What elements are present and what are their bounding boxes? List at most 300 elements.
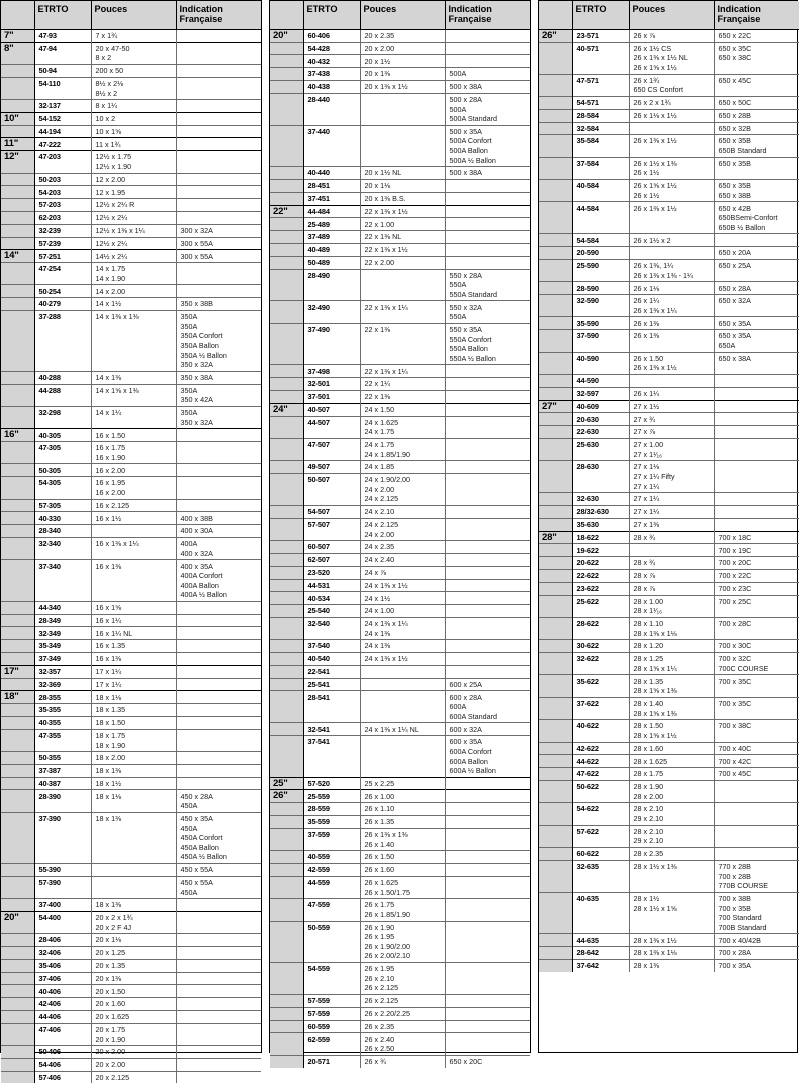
indication-francaise-values	[445, 899, 530, 921]
wheel-size-continuation	[1, 186, 34, 199]
pouces-values	[629, 569, 714, 582]
pouces-line: 22 x 1⅜ x 1½	[364, 206, 408, 216]
indication-empty	[450, 792, 529, 802]
etrto-code: 35-584	[572, 135, 629, 157]
indication-line: 700B Standard	[718, 922, 767, 932]
indication-francaise-values	[176, 42, 261, 64]
indication-francaise-values	[445, 231, 530, 244]
pouces-values	[360, 93, 445, 125]
indication-francaise-values	[176, 64, 261, 77]
pouces-line: 22 x 1⅜	[364, 325, 391, 335]
indication-line: 500A	[449, 104, 467, 114]
indication-francaise-values	[445, 180, 530, 193]
pouces-line: 26 x 1⅜ x 1½	[633, 136, 677, 146]
indication-line: 350A Ballon	[180, 341, 219, 350]
indication-francaise-values	[176, 298, 261, 311]
indication-francaise-values	[714, 780, 799, 802]
etrto-code: 54-584	[572, 234, 629, 247]
etrto-code: 47-254	[34, 263, 91, 285]
indication-francaise-values	[714, 202, 799, 234]
pouces-line: 26 x 1.50/1.75	[364, 887, 411, 897]
indication-line: 450A	[180, 801, 198, 811]
pouces-line: 26 x ⅞	[633, 31, 656, 40]
indication-francaise-values	[176, 199, 261, 212]
pouces-values	[91, 64, 176, 77]
indication-line: 700 x 22C	[718, 571, 752, 581]
etrto-code: 50-355	[34, 752, 91, 765]
table-row	[1, 211, 261, 224]
pouces-line: 26 x 1⅜	[633, 331, 660, 341]
etrto-code: 25-540	[303, 605, 360, 618]
pouces-values	[91, 429, 176, 442]
table-row	[1, 42, 261, 64]
indication-francaise-values	[714, 109, 799, 122]
wheel-size-continuation	[539, 506, 572, 519]
pouces-line: 22 x 1.00	[364, 219, 395, 229]
wheel-size-continuation	[270, 256, 303, 269]
pouces-values	[91, 138, 176, 151]
pouces-line: 10 x 1⅝	[95, 126, 122, 136]
wheel-size-continuation	[1, 263, 34, 285]
etrto-code: 40-288	[34, 371, 91, 384]
pouces-line: 24 x 1⅜	[364, 641, 391, 651]
indication-francaise-values	[714, 518, 799, 531]
pouces-line: 24 x 2.00	[364, 529, 395, 539]
pouces-line: 26 x 1.35	[364, 817, 395, 827]
indication-line: 600 x 28A	[449, 692, 482, 702]
wheel-size-continuation	[1, 716, 34, 729]
table-row	[1, 263, 261, 285]
etrto-code: 37-288	[34, 311, 91, 372]
indication-francaise-values	[445, 243, 530, 256]
etrto-code: 44-484	[303, 205, 360, 218]
pouces-line: 20 x 1.25	[95, 948, 126, 958]
wheel-size-continuation	[1, 614, 34, 627]
etrto-code: 32-490	[303, 301, 360, 323]
indication-francaise-values	[714, 617, 799, 639]
pouces-values	[91, 384, 176, 406]
table-row	[270, 1007, 530, 1020]
indication-francaise-values	[445, 390, 530, 403]
pouces-values	[360, 231, 445, 244]
etrto-code: 37-584	[572, 157, 629, 179]
indication-francaise-values	[445, 506, 530, 519]
wheel-size-continuation	[270, 863, 303, 876]
indication-empty	[450, 619, 529, 629]
indication-empty	[181, 779, 260, 789]
pouces-empty	[365, 271, 443, 281]
pouces-line: 16 x 1⅜ x 1¼	[95, 539, 139, 549]
wheel-size-continuation	[270, 736, 303, 778]
indication-line: 350A Confort	[180, 331, 223, 341]
indication-line: 400 x 35A	[180, 561, 213, 571]
indication-line: 600A	[449, 702, 467, 712]
pouces-values	[629, 860, 714, 892]
pouces-line: 24 x 1.85	[364, 462, 395, 472]
wheel-size-continuation	[539, 518, 572, 531]
wheel-size-continuation	[270, 323, 303, 365]
etrto-code: 47-93	[34, 29, 91, 42]
wheel-size-label: 17"	[1, 665, 34, 678]
table-row	[539, 569, 799, 582]
table-panel-middle	[269, 0, 531, 1066]
table-row	[270, 474, 530, 506]
table-row	[270, 553, 530, 566]
etrto-code: 37-406	[34, 972, 91, 985]
pouces-line: 28 x 1½	[633, 893, 660, 903]
wheel-size-label: 28"	[539, 531, 572, 544]
pouces-values	[360, 541, 445, 554]
indication-francaise-values	[176, 729, 261, 751]
pouces-line: 26 x 1½ x 1⅜	[633, 158, 677, 168]
etrto-code: 28-642	[572, 947, 629, 960]
etrto-code: 32-239	[34, 224, 91, 237]
indication-empty	[181, 718, 260, 728]
wheel-size-continuation	[270, 665, 303, 678]
indication-line: 550 x 28A	[449, 270, 482, 280]
indication-line: 650 x 35B	[718, 158, 751, 168]
table-row	[539, 720, 799, 742]
etrto-code: 28-541	[303, 691, 360, 723]
wheel-size-continuation	[1, 464, 34, 477]
pouces-line: 20 x 1.75	[95, 1024, 126, 1034]
pouces-line: 26 x 2.00/2.10	[364, 951, 411, 961]
wheel-size-continuation	[270, 592, 303, 605]
pouces-values	[91, 1023, 176, 1045]
pouces-line: 26 x 1½	[633, 190, 660, 200]
pouces-line: 27 x 1.00	[633, 440, 664, 450]
pouces-empty	[96, 878, 174, 888]
etrto-code: 32-340	[34, 537, 91, 559]
indication-empty	[181, 287, 260, 297]
pouces-values	[91, 560, 176, 602]
indication-empty	[450, 581, 529, 591]
indication-empty	[719, 389, 798, 399]
table-row	[1, 704, 261, 717]
table-row	[1, 100, 261, 113]
pouces-line: 24 x 1.90/2.00	[364, 475, 411, 485]
etrto-code: 57-239	[34, 237, 91, 250]
pouces-values	[91, 29, 176, 42]
etrto-code: 40-507	[303, 403, 360, 416]
wheel-size-continuation	[270, 390, 303, 403]
pouces-line: 27 x 1½	[633, 401, 660, 411]
pouces-line: 18 x 1.75	[95, 730, 126, 740]
indication-francaise-values	[176, 601, 261, 614]
etrto-code: 28-630	[572, 461, 629, 493]
pouces-line: 26 x 1⅜ x 1¼	[633, 305, 677, 315]
indication-empty	[450, 542, 529, 552]
etrto-code: 28-559	[303, 803, 360, 816]
indication-line: 450A	[180, 823, 198, 833]
wheel-size-continuation	[1, 1058, 34, 1071]
table-row	[539, 947, 799, 960]
indication-empty	[450, 57, 529, 67]
etrto-code: 20-571	[303, 1055, 360, 1067]
etrto-code: 32-357	[34, 665, 91, 678]
pouces-line: 18 x 1.35	[95, 705, 126, 715]
pouces-values	[91, 250, 176, 263]
pouces-values	[629, 934, 714, 947]
indication-francaise-values	[714, 755, 799, 768]
indication-line: 450A	[180, 887, 198, 897]
indication-line: 450 x 28A	[180, 791, 213, 801]
indication-empty	[719, 427, 798, 437]
table-row	[270, 541, 530, 554]
pouces-line: 22 x 1⅜ NL	[364, 232, 402, 242]
wheel-size-continuation	[270, 899, 303, 921]
pouces-line: 16 x 2.00	[95, 488, 126, 498]
pouces-values	[629, 317, 714, 330]
pouces-values	[360, 167, 445, 180]
pouces-values	[360, 803, 445, 816]
pouces-line: 24 x 2.40	[364, 555, 395, 565]
pouces-line: 24 x 2.125	[364, 494, 399, 504]
wheel-size-continuation	[270, 816, 303, 829]
wheel-size-continuation	[270, 506, 303, 519]
pouces-values	[360, 192, 445, 205]
indication-francaise-values	[176, 429, 261, 442]
pouces-line: 650 CS Confort	[633, 85, 684, 95]
pouces-values	[629, 461, 714, 493]
indication-francaise-values	[176, 863, 261, 876]
table-row	[539, 96, 799, 109]
indication-empty	[450, 606, 529, 616]
wheel-size-continuation	[1, 1023, 34, 1045]
table-row	[270, 863, 530, 876]
table-row	[1, 729, 261, 751]
wheel-size-continuation	[1, 560, 34, 602]
pouces-line: 28 x 1.35	[633, 676, 664, 686]
table-row	[539, 493, 799, 506]
etrto-code: 60-622	[572, 848, 629, 861]
pouces-values	[91, 985, 176, 998]
pouces-line: 8½ x 2	[95, 88, 118, 98]
indication-empty	[450, 207, 529, 217]
pouces-line: 28 x 1.20	[633, 641, 664, 651]
pouces-line: 28 x 1¹⁄₁₆	[633, 606, 662, 616]
pouces-values	[360, 790, 445, 803]
pouces-values	[360, 828, 445, 850]
indication-line: 500A Confort	[449, 136, 492, 146]
table-row	[270, 678, 530, 691]
indication-empty	[450, 641, 529, 651]
column-header-etrto: ETRTO	[303, 1, 360, 29]
indication-francaise-values	[714, 557, 799, 570]
indication-line: 400 x 32A	[180, 548, 213, 558]
pouces-line: 12½ x 1.75	[95, 152, 132, 162]
table-row	[270, 605, 530, 618]
etrto-code: 54-428	[303, 42, 360, 55]
indication-francaise-values	[445, 653, 530, 666]
indication-francaise-values	[445, 617, 530, 639]
indication-francaise-values	[714, 135, 799, 157]
table-row	[270, 640, 530, 653]
wheel-size-continuation	[1, 125, 34, 138]
pouces-values	[629, 595, 714, 617]
pouces-values	[91, 100, 176, 113]
pouces-line: 20 x 1.60	[95, 999, 126, 1009]
pouces-line: 16 x 1¼	[95, 615, 122, 625]
pouces-line: 22 x 2.00	[364, 257, 395, 267]
indication-line: 770B COURSE	[718, 881, 769, 891]
pouces-empty	[365, 693, 443, 703]
pouces-values	[629, 640, 714, 653]
pouces-line: 16 x 1¼ NL	[95, 628, 133, 638]
indication-line: 400A ½ Ballon	[180, 590, 227, 600]
table-row	[270, 416, 530, 438]
wheel-size-continuation	[270, 678, 303, 691]
indication-francaise-values	[714, 234, 799, 247]
indication-francaise-values	[445, 192, 530, 205]
pouces-values	[360, 416, 445, 438]
table-row	[1, 985, 261, 998]
pouces-line: 10 x 2	[95, 114, 116, 124]
pouces-line: 22 x 1⅜ x 1¼	[364, 302, 408, 312]
wheel-size-label: 18"	[1, 691, 34, 704]
etrto-code: 30-622	[572, 640, 629, 653]
pouces-values	[91, 186, 176, 199]
indication-empty	[719, 507, 798, 517]
indication-line: 650 x 45C	[718, 75, 752, 85]
etrto-code: 37-498	[303, 365, 360, 378]
etrto-code: 37-490	[303, 323, 360, 365]
indication-francaise-values	[714, 947, 799, 960]
table-row	[270, 691, 530, 723]
etrto-code: 50-203	[34, 173, 91, 186]
wheel-size-continuation	[270, 653, 303, 666]
indication-line: 550 x 35A	[449, 325, 482, 335]
indication-francaise-values	[445, 605, 530, 618]
wheel-size-continuation	[270, 180, 303, 193]
etrto-code: 54-559	[303, 963, 360, 995]
indication-empty	[181, 999, 260, 1009]
table-row	[539, 426, 799, 439]
pouces-values	[360, 816, 445, 829]
pouces-line: 27 x 1¼	[633, 481, 660, 491]
table-row	[539, 180, 799, 202]
etrto-code: 32-540	[303, 617, 360, 639]
pouces-values	[360, 378, 445, 391]
pouces-line: 24 x 1⅜ x 1¼ NL	[364, 724, 419, 734]
pouces-values	[91, 863, 176, 876]
column-header-pouces: Pouces	[360, 1, 445, 29]
wheel-size-continuation	[539, 122, 572, 135]
table-row	[1, 173, 261, 186]
table-row	[539, 848, 799, 861]
wheel-size-continuation	[539, 569, 572, 582]
indication-francaise-values	[176, 777, 261, 790]
pouces-line: 16 x 1.50	[95, 430, 126, 440]
table-row	[539, 135, 799, 157]
etrto-code: 40-432	[303, 55, 360, 68]
indication-francaise-values	[714, 742, 799, 755]
etrto-code: 37-541	[303, 736, 360, 778]
pouces-empty	[634, 248, 712, 258]
wheel-size-continuation	[270, 80, 303, 93]
pouces-values	[629, 109, 714, 122]
wheel-size-continuation	[270, 461, 303, 474]
etrto-code: 35-590	[572, 317, 629, 330]
pouces-values	[360, 653, 445, 666]
pouces-line: 16 x 1⅝	[95, 603, 122, 613]
table-row	[270, 378, 530, 391]
etrto-code: 32-406	[34, 947, 91, 960]
wheel-size-label: 16"	[1, 429, 34, 442]
pouces-line: 28 x 1.40	[633, 698, 664, 708]
pouces-values	[91, 704, 176, 717]
indication-line: 350 x 42A	[180, 395, 213, 405]
indication-empty	[450, 852, 529, 862]
indication-line: 650 x 25A	[718, 261, 751, 271]
table-row	[270, 790, 530, 803]
pouces-line: 29 x 2.10	[633, 836, 664, 846]
indication-francaise-values	[176, 972, 261, 985]
indication-empty	[181, 101, 260, 111]
table-row	[539, 768, 799, 781]
pouces-values	[91, 42, 176, 64]
indication-francaise-values	[176, 138, 261, 151]
indication-francaise-values	[176, 653, 261, 666]
indication-line: 650B Standard	[718, 146, 767, 156]
pouces-values	[629, 96, 714, 109]
pouces-line: 28 x ⅞	[633, 583, 656, 593]
etrto-code: 37-349	[34, 653, 91, 666]
pouces-line: 26 x 2.125	[364, 996, 399, 1006]
pouces-values	[629, 352, 714, 374]
pouces-line: 24 x 1.75	[364, 427, 395, 437]
etrto-code: 25-489	[303, 218, 360, 231]
pouces-line: 14 x 2.00	[95, 286, 126, 296]
indication-francaise-values	[176, 764, 261, 777]
indication-empty	[450, 258, 529, 268]
pouces-line: 27 x 1¼	[633, 494, 660, 504]
pouces-values	[91, 112, 176, 125]
indication-francaise-values	[176, 691, 261, 704]
table-row	[270, 617, 530, 639]
wheel-size-continuation	[270, 218, 303, 231]
indication-line: 300 x 55A	[180, 251, 213, 261]
indication-empty	[181, 961, 260, 971]
pouces-line: 28 x ¾	[633, 532, 656, 542]
pouces-line: 26 x 1⅜ x 1½	[633, 203, 677, 213]
table-row	[539, 860, 799, 892]
indication-empty	[181, 731, 260, 741]
pouces-line: 28 x 1.25	[633, 654, 664, 664]
indication-line: 700 x 35C	[718, 698, 752, 708]
pouces-line: 14 x 1.75	[95, 264, 126, 274]
pouces-line: 28 x 1⅜ x 1½	[633, 935, 677, 945]
pouces-values	[629, 506, 714, 519]
pouces-line: 27 x 1⅜	[633, 520, 660, 529]
indication-line: 700 x 30C	[718, 641, 752, 651]
indication-line: 700 x 25C	[718, 596, 752, 606]
pouces-values	[91, 1010, 176, 1023]
wheel-size-continuation	[270, 1020, 303, 1033]
wheel-size-continuation	[270, 243, 303, 256]
pouces-values	[360, 777, 445, 790]
etrto-code: 35-630	[572, 518, 629, 531]
indication-line: 650 x 38B	[718, 190, 751, 200]
pouces-values	[91, 876, 176, 898]
pouces-values	[360, 461, 445, 474]
etrto-code: 62-507	[303, 553, 360, 566]
table-body-right	[539, 29, 799, 971]
table-row	[539, 675, 799, 697]
table-row	[539, 122, 799, 135]
indication-francaise-values	[714, 42, 799, 74]
indication-line: 400 x 38B	[180, 513, 213, 523]
